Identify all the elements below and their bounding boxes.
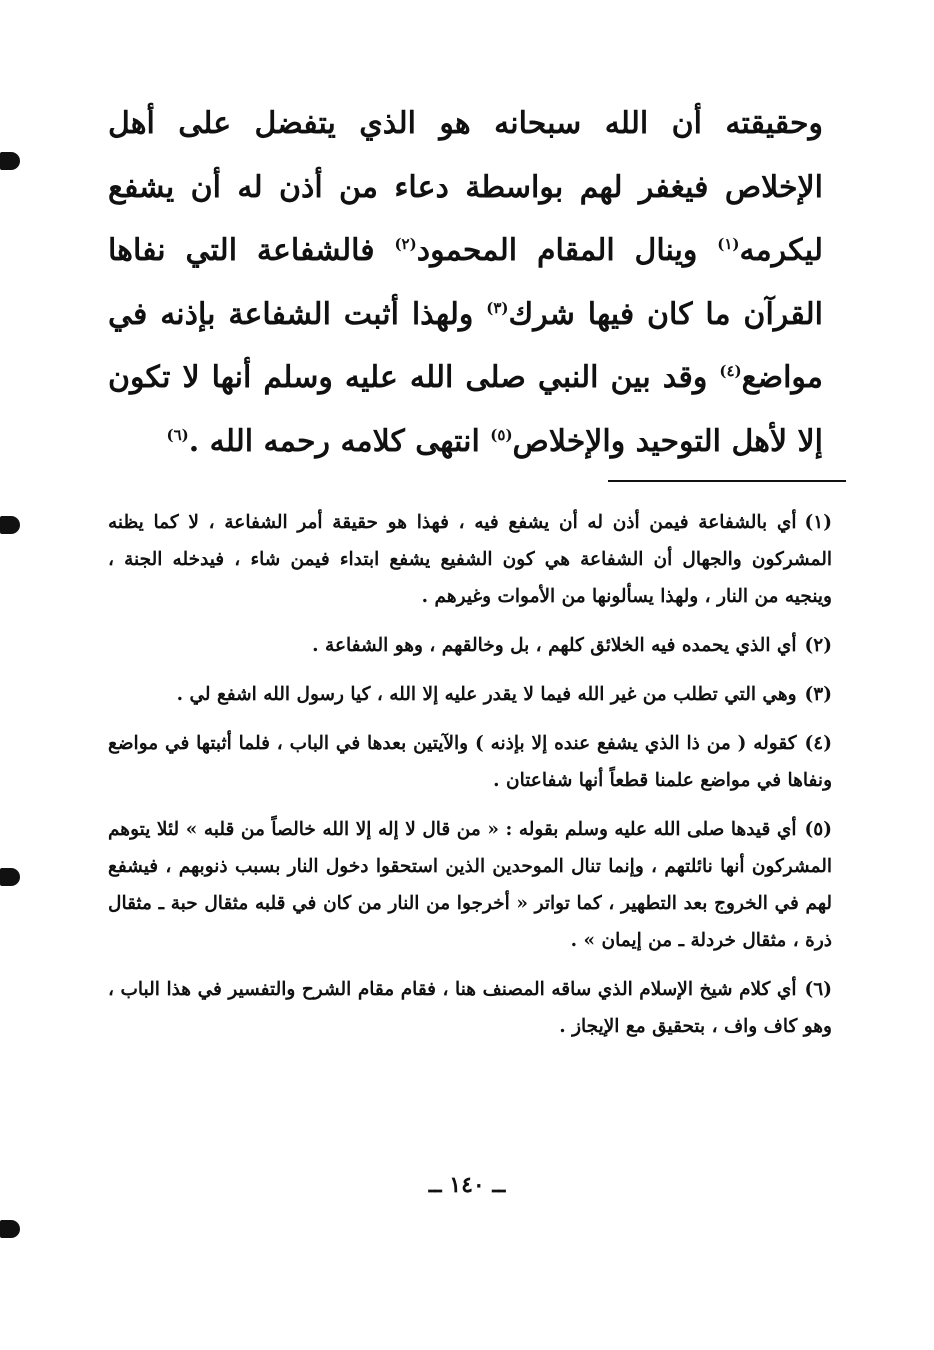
footnote-number: (٤) bbox=[804, 733, 832, 754]
footnote bbox=[108, 725, 832, 799]
footnote-text: كقوله ( من ذا الذي يشفع عنده إلا بإذنه ) والآيتين بعدها في الباب ، فلما أثبتها في مواضع ونفاها في مواضع علمنا قطعاً أنها شفاعتان . bbox=[108, 733, 832, 791]
footnote bbox=[108, 676, 832, 713]
footnote bbox=[108, 971, 832, 1045]
footnote-ref-5: (٥) bbox=[490, 425, 513, 444]
footnote-text: وهي التي تطلب من غير الله فيما لا يقدر عليه إلا الله ، كيا رسول الله اشفع لي . bbox=[176, 684, 797, 705]
footnote-text: أي بالشفاعة فيمن أذن له أن يشفع فيه ، فهذا هو حقيقة أمر الشفاعة ، لا كما يظنه المشركون والجهال أن الشفاعة هي كون الشفيع يشفع ابتداء فيمن شاء ، فيدخله الجنة ، وينجيه من النار ، ولهذا يسألونها من الأموات وغيرهم . bbox=[108, 512, 832, 607]
scan-edge-mark bbox=[0, 152, 20, 170]
main-text-segment: فالشفاعة التي نفاها القرآن ما كان فيها شرك bbox=[108, 233, 823, 332]
footnote-text: أي الذي يحمده فيه الخلائق كلهم ، بل وخالقهم ، وهو الشفاعة . bbox=[312, 635, 797, 656]
footnote-text: أي قيدها صلى الله عليه وسلم بقوله : « من قال لا إله إلا الله خالصاً من قلبه » لئلا يتوهم المشركون أنها نائلتهم ، وإنما تنال الموحدين الذين استحقوا دخول النار بسبب ذنوبهم ، فيشفع لهم في الخروج بعد التطهير ، كما تواتر « أخرجوا من النار من كان في قلبه مثقال حبة ـ مثقال ذرة ، مثقال خردلة ـ من إيمان » . bbox=[108, 819, 832, 951]
footnote-ref-4: (٤) bbox=[719, 362, 742, 380]
footnote-number: (٦) bbox=[804, 979, 832, 1000]
main-text-segment: انتهى كلامه رحمه الله . bbox=[188, 423, 491, 459]
footnote-separator bbox=[608, 480, 846, 482]
footnote-text: أي كلام شيخ الإسلام الذي ساقه المصنف هنا ، فقام مقام الشرح والتفسير في هذا الباب ، وهو كاف واف ، بتحقيق مع الإيجاز . bbox=[108, 979, 832, 1037]
main-text-segment: وحقيقته أن الله سبحانه هو الذي يتفضل على أهل الإخلاص فيغفر لهم بواسطة دعاء من أذن له أن يشفع ليكرمه bbox=[108, 106, 823, 268]
scan-edge-mark bbox=[0, 516, 20, 534]
footnote-ref-3: (٣) bbox=[486, 298, 509, 317]
main-text-segment: وينال المقام المحمود bbox=[416, 233, 718, 268]
footnote-ref-2: (٢) bbox=[394, 235, 417, 253]
footnotes-section bbox=[108, 504, 832, 1057]
scan-edge-mark bbox=[0, 868, 20, 886]
main-text-segment: ولهذا أثبت الشفاعة بإذنه في مواضع bbox=[108, 296, 823, 395]
scan-edge-mark bbox=[0, 1220, 20, 1238]
main-text-segment: وقد بين النبي صلى الله عليه وسلم أنها لا تكون إلا لأهل التوحيد والإخلاص bbox=[108, 360, 823, 459]
footnote-number: (٣) bbox=[804, 684, 832, 705]
footnote-ref-1: (١) bbox=[717, 235, 740, 253]
footnote bbox=[108, 811, 832, 959]
footnote-number: (٢) bbox=[804, 635, 832, 656]
footnote bbox=[108, 627, 832, 664]
main-paragraph bbox=[108, 92, 823, 473]
page-number: ــ ١٤٠ ــ bbox=[428, 1172, 506, 1198]
footnote-ref-6: (٦) bbox=[166, 425, 189, 444]
footnote-number: (٥) bbox=[804, 819, 832, 840]
footnote bbox=[108, 504, 832, 615]
footnote-number: (١) bbox=[804, 512, 832, 533]
